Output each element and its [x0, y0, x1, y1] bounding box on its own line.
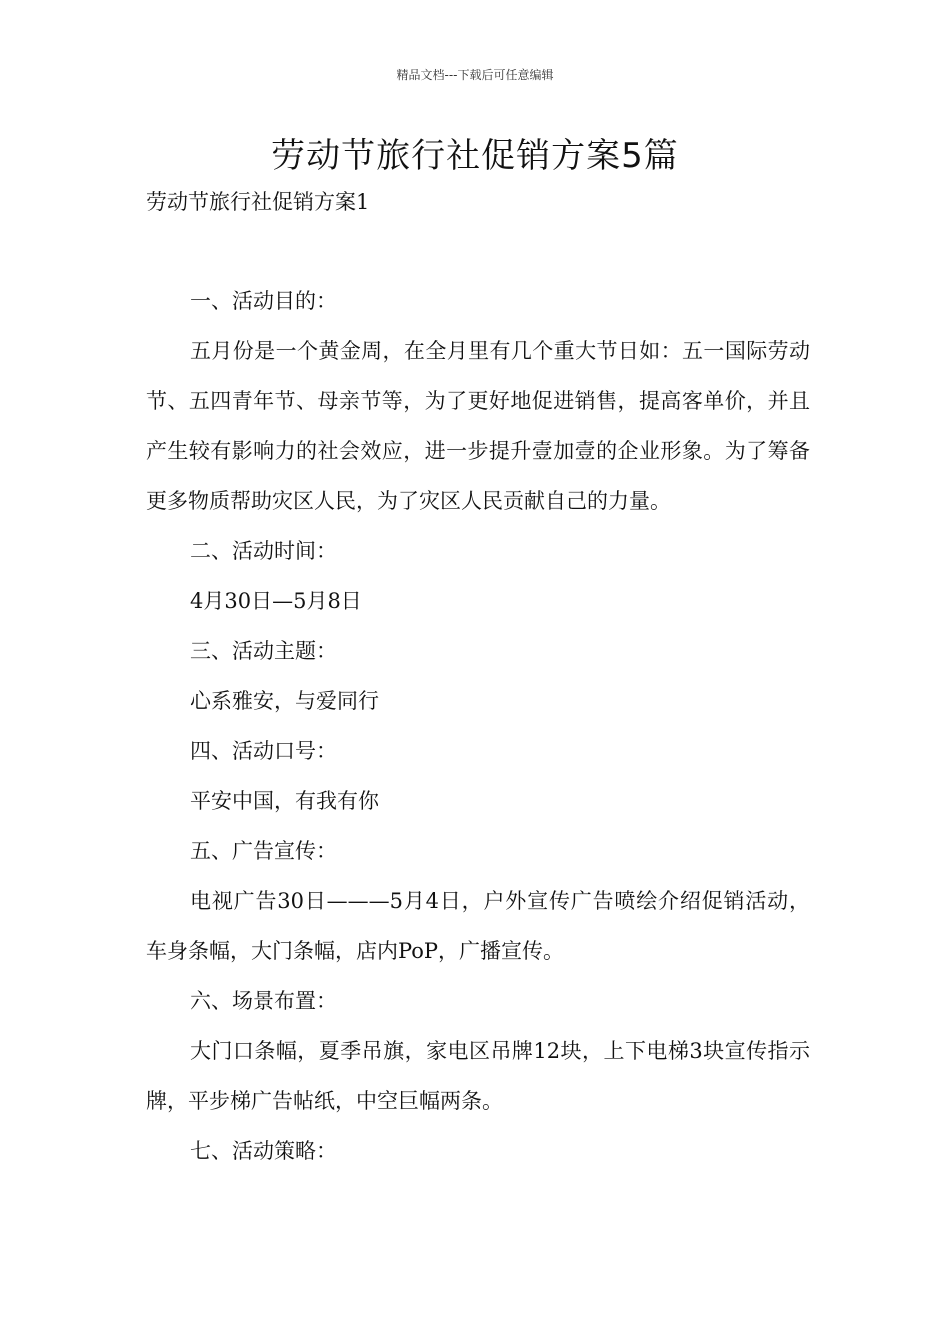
document-body [146, 276, 810, 1176]
section-heading-theme: 三、活动主题： [190, 639, 337, 663]
paragraph-layout: 大门口条幅，夏季吊旗，家电区吊牌12块，上下电梯3块宣传指示牌，平步梯广告帖纸，中空巨幅两条。 [146, 1039, 810, 1113]
section-heading-advertising: 五、广告宣传： [190, 839, 337, 863]
document-subtitle: 劳动节旅行社促销方案1 [146, 190, 370, 214]
section-heading-strategy: 七、活动策略： [190, 1139, 337, 1163]
paragraph-time: 4月30日—5月8日 [190, 589, 362, 613]
paragraph-purpose: 五月份是一个黄金周，在全月里有几个重大节日如：五一国际劳动节、五四青年节、母亲节等，为了更好地促进销售，提高客单价，并且产生较有影响力的社会效应，进一步提升壹加壹的企业形象。为了筹备更多物质帮助灾区人民，为了灾区人民贡献自己的力量。 [146, 339, 810, 513]
section-heading-purpose: 一、活动目的： [190, 289, 337, 313]
paragraph-slogan: 平安中国，有我有你 [190, 789, 379, 813]
paragraph-advertising: 电视广告30日———5月4日，户外宣传广告喷绘介绍促销活动，车身条幅，大门条幅，店内PoP，广播宣传。 [146, 889, 810, 963]
document-title: 劳动节旅行社促销方案5篇 [271, 136, 679, 176]
section-heading-time: 二、活动时间： [190, 539, 337, 563]
section-heading-layout: 六、场景布置： [190, 989, 337, 1013]
paragraph-theme: 心系雅安，与爱同行 [190, 689, 379, 713]
section-heading-slogan: 四、活动口号： [190, 739, 337, 763]
header-note: 精品文档---下载后可任意编辑 [396, 68, 554, 82]
